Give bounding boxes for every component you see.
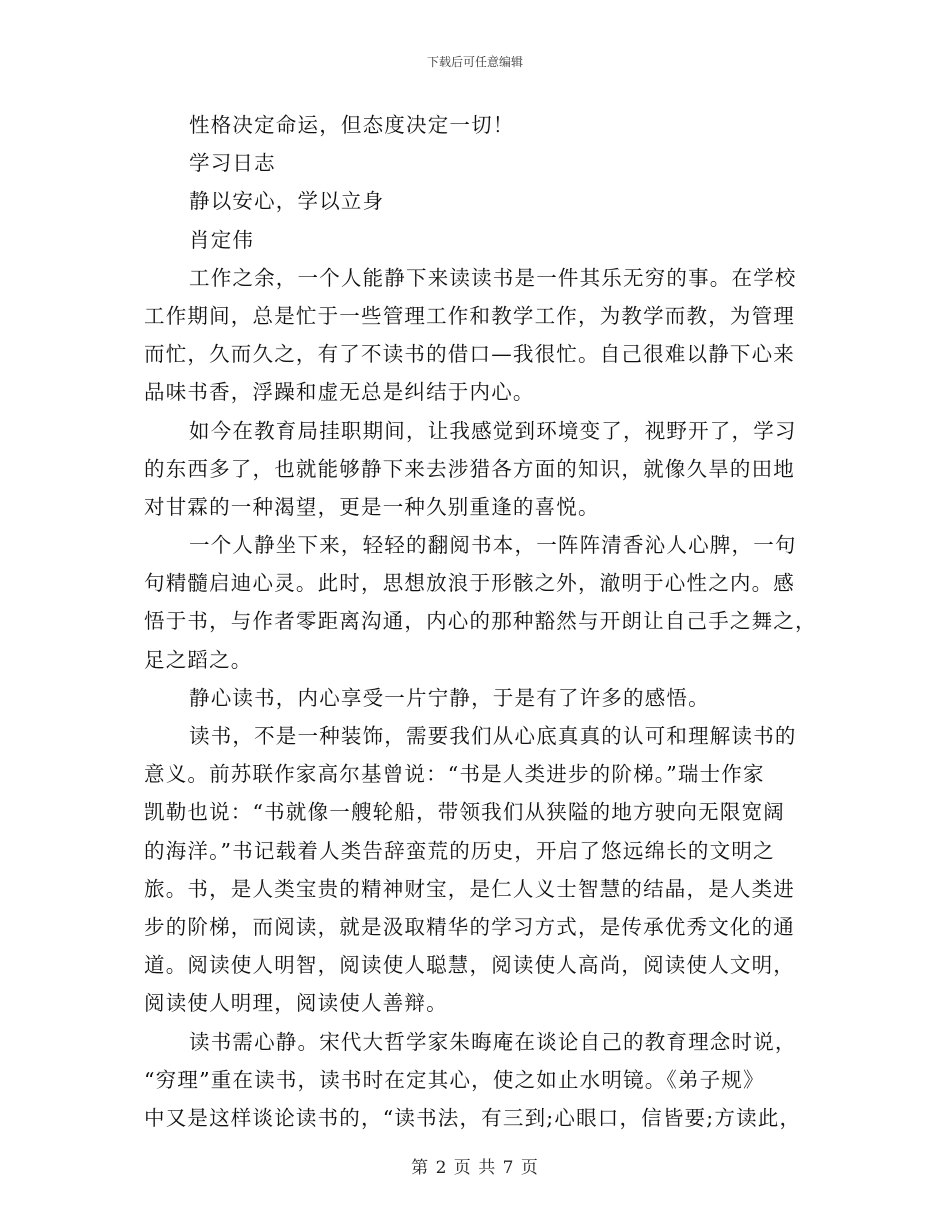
document-body: [144, 106, 817, 1137]
text-line: 步的阶梯，而阅读，就是汲取精华的学习方式，是传承优秀文化的通: [144, 914, 795, 939]
text-line: 工作期间，总是忙于一些管理工作和教学工作，为教学而教，为管理: [144, 303, 795, 328]
text-line: 对甘霖的一种渴望，更是一种久别重逢的喜悦。: [144, 494, 600, 519]
page-footer: 第 2 页 共 7 页: [411, 1158, 539, 1178]
text-line: 静以安心，学以立身: [189, 189, 385, 214]
text-line: 学习日志: [189, 151, 276, 176]
text-line: 工作之余，一个人能静下来读读书是一件其乐无穷的事。在学校: [189, 265, 797, 290]
text-line: 而忙，久而久之，有了不读书的借口—我很忙。自己很难以静下心来: [144, 342, 795, 367]
page-header: 下载后可任意编辑: [426, 55, 523, 69]
text-line: 读书需心静。宋代大哲学家朱晦庵在谈论自己的教育理念时说，: [189, 1029, 797, 1054]
text-line: 肖定伟: [189, 227, 255, 252]
text-line: 一个人静坐下来，轻轻的翻阅书本，一阵阵清香沁人心脾，一句: [189, 533, 797, 558]
text-line: 句精髓启迪心灵。此时，思想放浪于形骸之外，澈明于心性之内。感: [144, 571, 795, 596]
text-line: 如今在教育局挂职期间，让我感觉到环境变了，视野开了，学习: [189, 418, 797, 443]
text-line: “穷理”重在读书，读书时在定其心，使之如止水明镜。《弟子规》: [144, 1067, 765, 1092]
text-line: 性格决定命运，但态度决定一切！: [189, 113, 515, 137]
text-line: 意义。前苏联作家高尔基曾说：“书是人类进步的阶梯。”瑞士作家: [144, 762, 765, 787]
text-line: 悟于书，与作者零距离沟通，内心的那种豁然与开朗让自己手之舞之，: [144, 609, 817, 634]
text-line: 静心读书，内心享受一片宁静，于是有了许多的感悟。: [189, 685, 710, 710]
text-line: 阅读使人明理，阅读使人善辩。: [144, 991, 448, 1016]
text-line: 中又是这样谈论读书的，“读书法，有三到;心眼口，信皆要;方读此，: [144, 1105, 802, 1130]
text-line: 的海洋。”书记载着人类告辞蛮荒的历史，开启了悠远绵长的文明之: [144, 838, 775, 863]
text-line: 凯勒也说：“书就像一艘轮船，带领我们从狭隘的地方驶向无限宽阔: [144, 800, 785, 825]
text-line: 道。阅读使人明智，阅读使人聪慧，阅读使人高尚，阅读使人文明，: [144, 953, 795, 978]
text-line: 足之蹈之。: [144, 647, 253, 672]
text-line: 旅。书，是人类宝贵的精神财宝，是仁人义士智慧的结晶，是人类进: [144, 876, 795, 901]
text-line: 读书，不是一种装饰，需要我们从心底真真的认可和理解读书的: [189, 724, 797, 748]
text-line: 的东西多了，也就能够静下来去涉猎各方面的知识，就像久旱的田地: [144, 456, 795, 481]
text-line: 品味书香，浮躁和虚无总是纠结于内心。: [144, 380, 535, 405]
